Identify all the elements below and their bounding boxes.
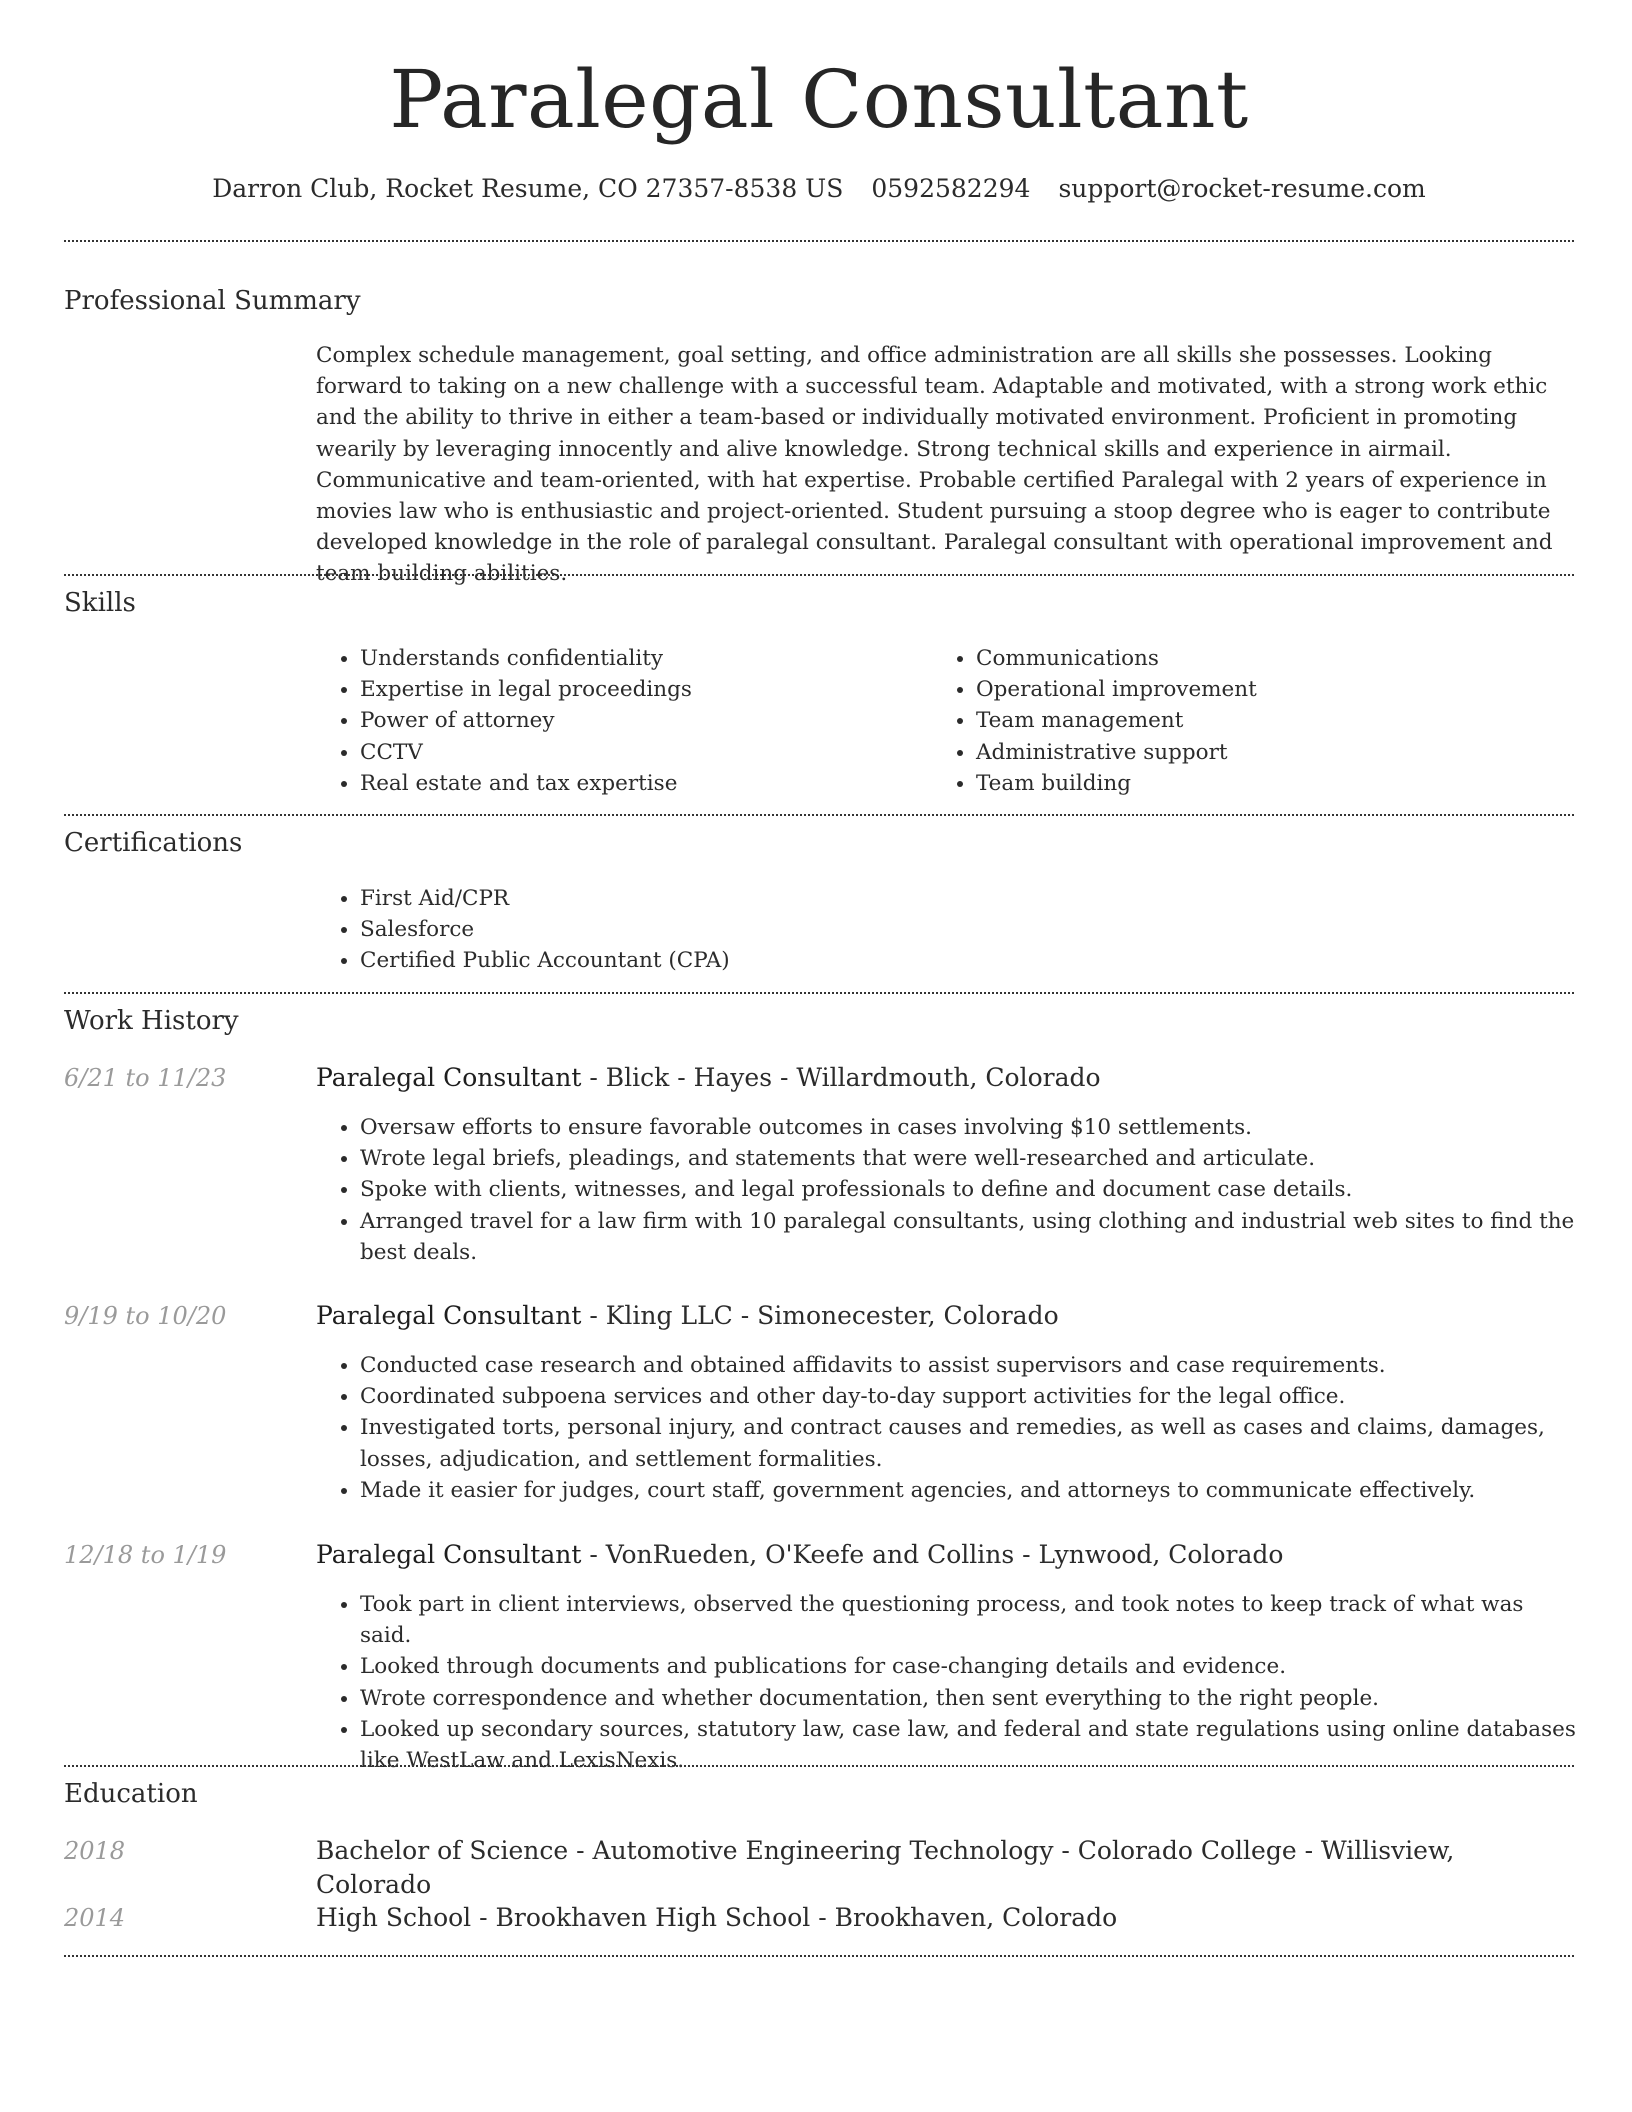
job-dates: 9/19 to 10/20 <box>64 1302 227 1330</box>
skill-item: • Operational improvement <box>976 674 1576 705</box>
job-bullet: • Wrote correspondence and whether documentation, then sent everything to the right people. <box>360 1683 1576 1714</box>
skill-item: • Communications <box>976 643 1576 674</box>
phone: 0592582294 <box>871 174 1031 203</box>
section-title-skills: Skills <box>64 588 136 618</box>
job-bullet: • Looked up secondary sources, statutory law, case law, and federal and state regulations using online databases like WestLaw and LexisNexis. <box>360 1714 1576 1776</box>
job-heading <box>316 1538 1576 1572</box>
skill-item: • Team building <box>976 768 1576 799</box>
education-year: 2014 <box>64 1904 126 1932</box>
contact-line <box>64 172 1574 206</box>
job-bullet: • Investigated torts, personal injury, and contract causes and remedies, as well as cases and claims, damages, losses, adjudication, and settlement formalities. <box>360 1412 1576 1474</box>
skill-item: • Power of attorney <box>360 705 920 736</box>
skills-list-right <box>932 643 1576 799</box>
address: Darron Club, Rocket Resume, CO 27357-8538 US <box>212 174 844 203</box>
skills-list-left <box>316 643 920 799</box>
job-role: Paralegal Consultant <box>316 1540 582 1569</box>
job-role: Paralegal Consultant <box>316 1063 582 1092</box>
certification-item: • Certified Public Accountant (CPA) <box>360 945 1560 976</box>
job-heading <box>316 1061 1576 1095</box>
job-bullet: • Looked through documents and publications for case-changing details and evidence. <box>360 1651 1576 1682</box>
skill-item: • Expertise in legal proceedings <box>360 674 920 705</box>
candidate-name: Paralegal Consultant <box>389 53 1249 146</box>
certification-item: • First Aid/CPR <box>360 883 1560 914</box>
job-heading <box>316 1299 1576 1333</box>
education-degree: Bachelor of Science - Automotive Engineering Technology <box>316 1836 1054 1865</box>
job-details: - VonRueden, O'Keefe and Collins - Lynwood, Colorado <box>581 1540 1284 1569</box>
job-bullets <box>316 1112 1576 1268</box>
education-degree: High School <box>316 1903 472 1932</box>
education-entry <box>316 1901 1576 1935</box>
section-divider <box>64 814 1574 816</box>
job-dates: 6/21 to 11/23 <box>64 1064 227 1092</box>
section-title-work: Work History <box>64 1006 239 1036</box>
section-title-summary: Professional Summary <box>64 286 361 316</box>
skill-item: • CCTV <box>360 737 920 768</box>
job-details: - Blick - Hayes - Willardmouth, Colorado <box>581 1063 1101 1092</box>
section-title-certifications: Certifications <box>64 828 243 858</box>
section-divider <box>64 1955 1574 1957</box>
section-divider <box>64 574 1574 576</box>
certifications-list <box>316 883 1560 977</box>
skill-item: • Real estate and tax expertise <box>360 768 920 799</box>
education-details: - Brookhaven High School - Brookhaven, Colorado <box>471 1903 1118 1932</box>
job-dates: 12/18 to 1/19 <box>64 1541 227 1569</box>
job-bullet: • Spoke with clients, witnesses, and legal professionals to define and document case details. <box>360 1174 1576 1205</box>
job-bullet: • Coordinated subpoena services and other day-to-day support activities for the legal office. <box>360 1381 1576 1412</box>
summary-text: Complex schedule management, goal setting, and office administration are all skills she possesses. Looking forward to taking on a new challenge with a successful team. Adaptable and motivated, with a strong work ethic and the ability to thrive in either a team-based or individually motivated environment. Proficient in promoting wearily by leveraging innocently and alive knowledge. Strong technical skills and experience in airmail. Communicative and team-oriented, with hat expertise. Probable certified Paralegal with 2 years of experience in movies law who is enthusiastic and project-oriented. Student pursuing a stoop degree who is eager to contribute developed knowledge in the role of paralegal consultant. Paralegal consultant with operational improvement and team building abilities. <box>316 343 1553 587</box>
section-divider <box>64 1765 1574 1767</box>
job-details: - Kling LLC - Simonecester, Colorado <box>581 1301 1059 1330</box>
job-bullet: • Made it easier for judges, court staff, government agencies, and attorneys to communicate effectively. <box>360 1475 1576 1506</box>
skill-item: • Administrative support <box>976 737 1576 768</box>
section-divider <box>64 992 1574 994</box>
job-bullet: • Conducted case research and obtained affidavits to assist supervisors and case requirements. <box>360 1350 1576 1381</box>
skill-item: • Team management <box>976 705 1576 736</box>
education-details: - Colorado College - Willisview, Colorado <box>316 1836 1455 1899</box>
skill-item: • Understands confidentiality <box>360 643 920 674</box>
job-bullets <box>316 1350 1576 1506</box>
job-bullets <box>316 1589 1576 1776</box>
job-role: Paralegal Consultant <box>316 1301 582 1330</box>
section-divider <box>64 240 1574 242</box>
job-bullet: • Arranged travel for a law firm with 10 paralegal consultants, using clothing and industrial web sites to find the best deals. <box>360 1206 1576 1268</box>
education-entry <box>316 1834 1576 1902</box>
certification-item: • Salesforce <box>360 914 1560 945</box>
job-bullet: • Took part in client interviews, observed the questioning process, and took notes to keep track of what was said. <box>360 1589 1576 1651</box>
education-year: 2018 <box>64 1837 126 1865</box>
email: support@rocket-resume.com <box>1058 174 1426 203</box>
section-title-education: Education <box>64 1779 198 1809</box>
job-bullet: • Wrote legal briefs, pleadings, and statements that were well-researched and articulate. <box>360 1143 1576 1174</box>
job-bullet: • Oversaw efforts to ensure favorable outcomes in cases involving $10 settlements. <box>360 1112 1576 1143</box>
